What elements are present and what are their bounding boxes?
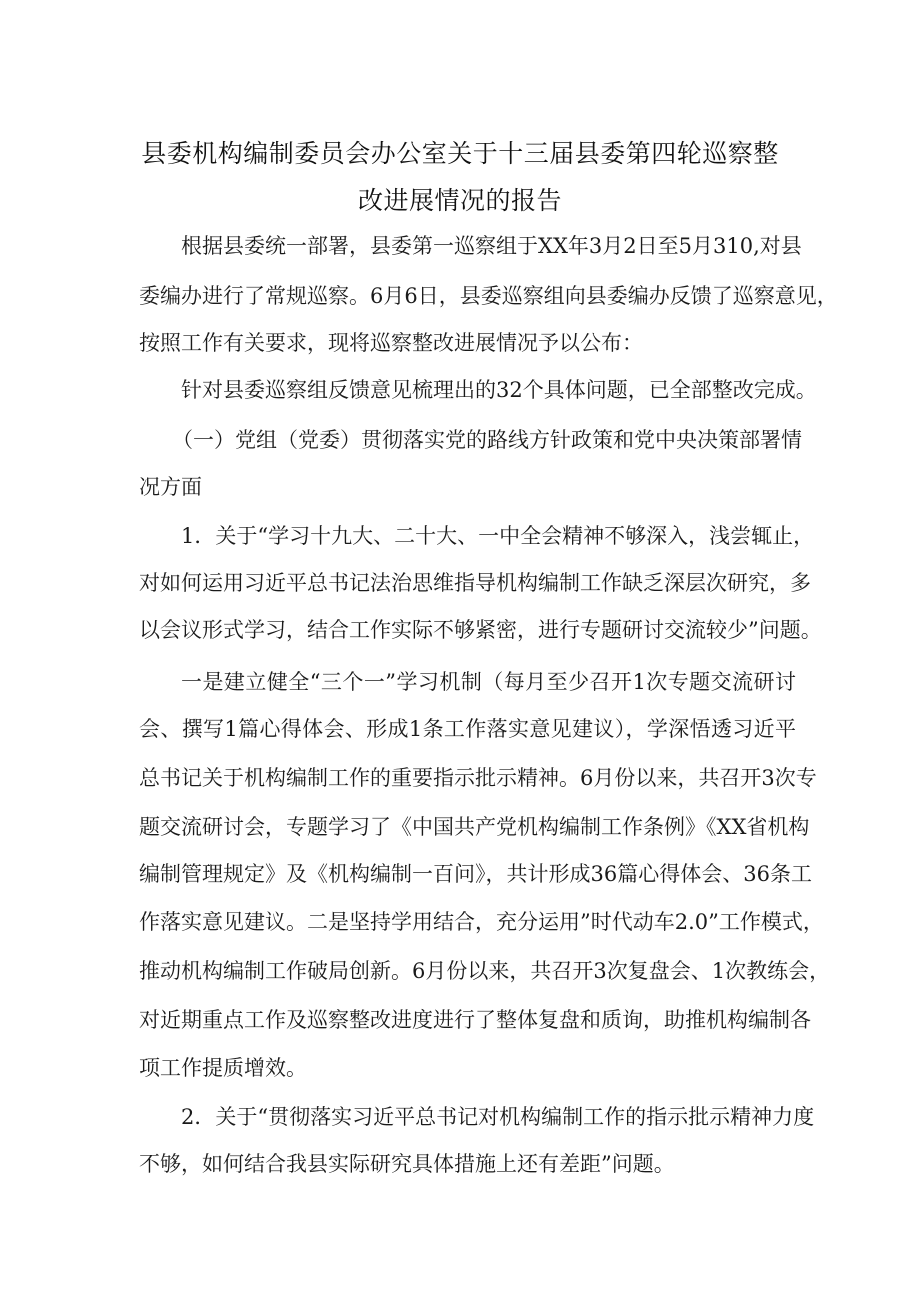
item-1-line-1: 1．关于“学习十九大、二十大、一中全会精神不够深入，浅尝辄止， xyxy=(181,524,815,548)
document-title-line-1: 县委机构编制委员会办公室关于十三届县委第四轮巡察整 xyxy=(141,139,779,168)
section-heading-line-1: （一）党组（党委）贯彻落实党的路线方针政策和党中央决策部署情 xyxy=(172,428,802,452)
item-1-measure-line-5: 编制管理规定》及《机构编制一百问》，共计形成36篇心得体会、36条工 xyxy=(139,862,812,886)
item-1-measure-line-8: 对近期重点工作及巡察整改进度进行了整体复盘和质询，助推机构编制各 xyxy=(139,1008,811,1032)
item-1-line-3: 以会议形式学习，结合工作实际不够紧密，进行专题研讨交流较少”问题。 xyxy=(139,618,822,642)
item-1-measure-line-3: 总书记关于机构编制工作的重要指示批示精神。6月份以来，共召开3次专 xyxy=(139,766,817,790)
item-1-measure-line-6: 作落实意见建议。二是坚持学用结合，充分运用”时代动车2.0”工作模式， xyxy=(139,910,824,934)
item-2-line-1: 2．关于“贯彻落实习近平总书记对机构编制工作的指示批示精神力度 xyxy=(181,1105,815,1129)
document-title-line-2: 改进展情况的报告 xyxy=(357,186,562,215)
summary-line: 针对县委巡察组反馈意见梳理出的32个具体问题，已全部整改完成。 xyxy=(181,378,817,402)
item-1-measure-line-7: 推动机构编制工作破局创新。6月份以来，共召开3次复盘会、1次教练会， xyxy=(139,959,831,983)
intro-line-1: 根据县委统一部署，县委第一巡察组于XX年3月2日至5月310,对县 xyxy=(181,234,802,258)
section-heading-line-2: 况方面 xyxy=(139,475,202,499)
item-1-measure-line-1: 一是建立健全“三个一”学习机制（每月至少召开1次专题交流研讨 xyxy=(181,670,796,694)
item-2-line-2: 不够，如何结合我县实际研究具体措施上还有差距”问题。 xyxy=(139,1152,675,1176)
item-1-measure-line-9: 项工作提质增效。 xyxy=(139,1056,307,1080)
item-1-measure-line-4: 题交流研讨会，专题学习了《中国共产党机构编制工作条例》《XX省机构 xyxy=(139,815,810,839)
item-1-line-2: 对如何运用习近平总书记法治思维指导机构编制工作缺乏深层次研究，多 xyxy=(139,571,811,595)
intro-line-3: 按照工作有关要求，现将巡察整改进展情况予以公布： xyxy=(139,331,643,355)
intro-line-2: 委编办进行了常规巡察。6月6日，县委巡察组向县委编办反馈了巡察意见， xyxy=(139,284,838,308)
item-1-measure-line-2: 会、撰写1篇心得体会、形成1条工作落实意见建议），学深悟透习近平 xyxy=(139,717,796,741)
